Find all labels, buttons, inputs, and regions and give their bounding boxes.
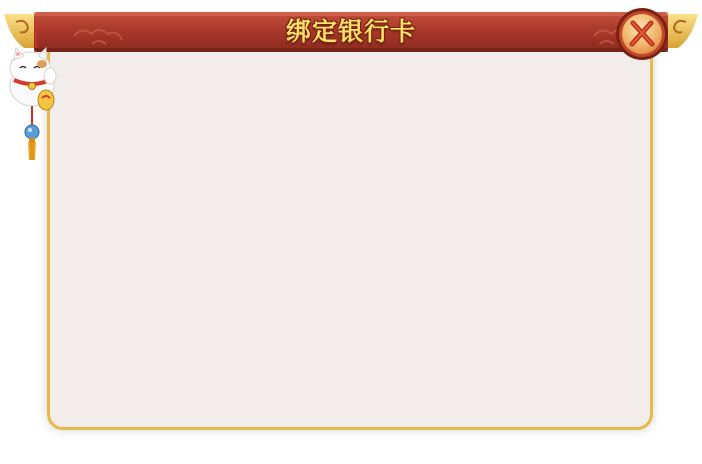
dialog-content-area	[56, 57, 644, 421]
lucky-cat-icon	[2, 20, 68, 160]
close-icon	[614, 6, 670, 62]
dialog-title: 绑定银行卡	[285, 17, 416, 46]
dialog-panel	[47, 40, 653, 430]
close-button[interactable]	[614, 6, 670, 62]
